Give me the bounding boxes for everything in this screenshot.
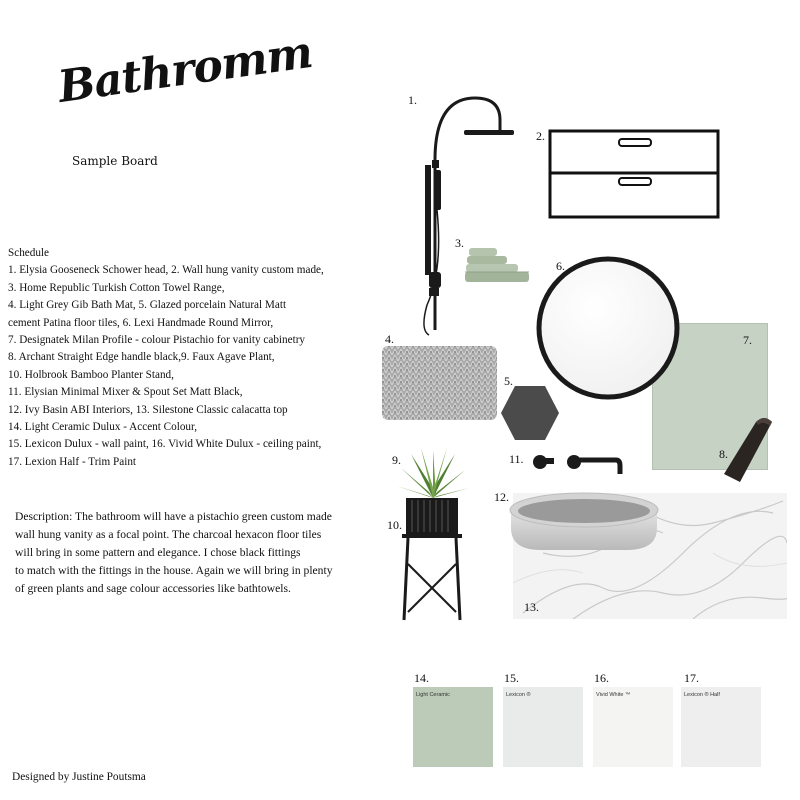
schedule-line: 12. Ivy Basin ABI Interiors, 13. Silestone Classic calacatta top <box>8 403 288 416</box>
planter-stand-icon <box>396 494 468 624</box>
mixer-tap-icon <box>524 448 624 482</box>
item-number-9: 9. <box>392 453 401 467</box>
description-line: wall hung vanity as a focal point. The charcoal hexacon floor tiles <box>15 528 322 541</box>
item-number-7: 7. <box>743 333 752 347</box>
item-number-13: 13. <box>524 600 539 614</box>
schedule-line: 8. Archant Straight Edge handle black,9. Faux Agave Plant, <box>8 351 275 364</box>
description-line: Description: The bathroom will have a pistachio green custom made <box>15 510 332 523</box>
paint-swatch-lexicon-half <box>681 687 761 767</box>
item-number-8: 8. <box>719 447 728 461</box>
schedule-line: 17. Lexion Half - Trim Paint <box>8 455 137 468</box>
schedule-list <box>8 245 383 471</box>
schedule-line: cement Patina floor tiles, 6. Lexi Handmade Round Mirror, <box>8 316 274 329</box>
swatch-number: 15. <box>504 671 519 685</box>
schedule-line: 4. Light Grey Gib Bath Mat, 5. Glazed porcelain Natural Matt <box>8 299 287 312</box>
paint-swatch-lexicon <box>503 687 583 767</box>
schedule-line: 14. Light Ceramic Dulux - Accent Colour, <box>8 421 198 434</box>
paint-swatch-vivid-white <box>593 687 673 767</box>
designer-credit: Designed by Justine Poutsma <box>12 771 146 783</box>
round-mirror-icon <box>536 247 682 409</box>
towel-stack-icon <box>463 244 537 288</box>
schedule-heading: Schedule <box>8 247 50 259</box>
schedule-line: 10. Holbrook Bamboo Planter Stand, <box>8 368 174 381</box>
swatch-label: Lexicon ® <box>506 692 531 698</box>
basin-icon <box>505 488 663 554</box>
item-number-3: 3. <box>455 236 464 250</box>
handle-icon <box>718 416 780 484</box>
paint-swatch-light-ceramic <box>413 687 493 767</box>
schedule-line: 15. Lexicon Dulux - wall paint, 16. Vivid White Dulux - ceiling paint, <box>8 438 322 451</box>
shower-icon <box>415 90 515 340</box>
item-number-10: 10. <box>387 518 402 532</box>
board-subtitle: Sample Board <box>72 154 158 168</box>
swatch-label: Lexicon ® Half <box>684 692 720 698</box>
item-number-4: 4. <box>385 332 394 346</box>
swatch-label: Light Ceramic <box>416 692 450 698</box>
swatch-number: 17. <box>684 671 699 685</box>
description-line: to match with the fittings in the house. Again we will bring in plenty <box>15 564 333 577</box>
item-number-2: 2. <box>536 129 545 143</box>
schedule-line: 1. Elysia Gooseneck Schower head, 2. Wall hung vanity custom made, <box>8 264 324 277</box>
description-line: of green plants and sage colour accessories like bathtowels. <box>15 582 291 595</box>
item-number-6: 6. <box>556 259 565 273</box>
item-number-12: 12. <box>494 490 509 504</box>
description-text <box>15 508 385 598</box>
swatch-number: 14. <box>414 671 429 685</box>
swatch-number: 16. <box>594 671 609 685</box>
schedule-line: 3. Home Republic Turkish Cotton Towel Range, <box>8 281 225 294</box>
vanity-drawing-icon <box>547 128 721 220</box>
board-title: Bathromm <box>54 26 316 113</box>
swatch-label: Vivid White ™ <box>596 692 631 698</box>
item-number-1: 1. <box>408 93 417 107</box>
schedule-line: 7. Designatek Milan Profile - colour Pistachio for vanity cabinetry <box>8 334 306 347</box>
description-line: will bring in some pattern and elegance. I chose black fittings <box>15 546 301 559</box>
schedule-line: 11. Elysian Minimal Mixer & Spout Set Matt Black, <box>8 386 243 399</box>
item-number-5: 5. <box>504 374 513 388</box>
bath-mat-icon <box>380 343 500 423</box>
item-number-11: 11. <box>509 452 524 466</box>
